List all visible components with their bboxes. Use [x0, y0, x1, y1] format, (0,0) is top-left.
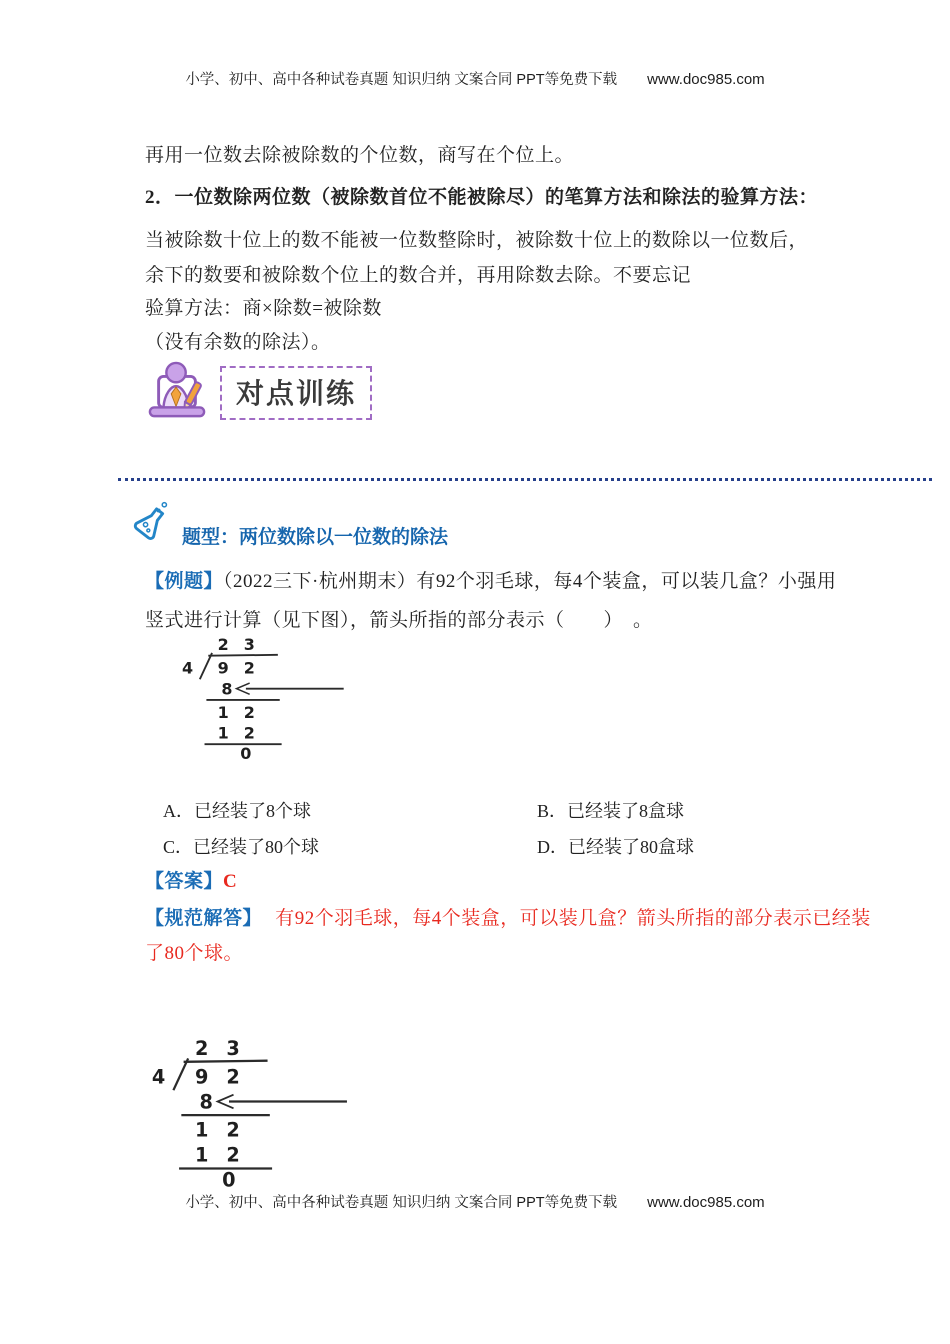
- note-para-2: 余下的数要和被除数个位上的数合并，再用除数去除。不要忘记: [145, 265, 692, 286]
- step1-value: 8: [221, 679, 238, 699]
- step2-value: 1 2: [194, 1118, 246, 1142]
- example-tag: 【例题】: [145, 571, 224, 592]
- section-title: 题型：两位数除以一位数的除法: [182, 527, 449, 548]
- step3-value: 1 2: [217, 723, 260, 743]
- footer-text: 小学、初中、高中各种试卷真题 知识归纳 文案合同 PPT等免费下载: [185, 1195, 618, 1211]
- flask-icon: [126, 498, 172, 551]
- dotted-separator: [118, 478, 932, 481]
- student-at-desk-icon: [146, 360, 208, 425]
- explanation-tag: 【规范解答】: [145, 908, 263, 929]
- option-c: C．已经装了80个球: [163, 837, 320, 857]
- note-line-1: 再用一位数去除被除数的个位数，商写在个位上。: [145, 145, 575, 166]
- answer-value: C: [223, 871, 238, 892]
- quotient-value: 2 3: [194, 1038, 246, 1061]
- dividend-value: 9 2: [217, 658, 260, 678]
- note-para-3: 验算方法：商×除数=被除数: [145, 298, 382, 319]
- step3-value: 1 2: [194, 1143, 246, 1167]
- long-division-figure-1: [166, 636, 354, 762]
- note-para-4: （没有余数的除法）。: [145, 332, 331, 353]
- page-footer: [0, 1191, 950, 1212]
- explanation-text-1: 有92个羽毛球，每4个装盒，可以装几盒？箭头所指的部分表示已经装: [275, 908, 871, 929]
- example-text-1: （2022三下·杭州期末）有92个羽毛球，每4个装盒，可以装几盒？小强用: [223, 571, 837, 592]
- remainder-value: 0: [240, 744, 257, 762]
- answer-tag: 【答案】: [145, 871, 224, 892]
- explanation-line-2: 了80个球。: [145, 943, 244, 964]
- divisor-value: 4: [151, 1065, 171, 1089]
- step2-value: 1 2: [217, 702, 260, 722]
- option-a: A．已经装了8个球: [163, 801, 311, 821]
- example-line-1: [145, 566, 836, 593]
- long-division-figure-2: [138, 1038, 354, 1190]
- remainder-value: 0: [222, 1168, 242, 1190]
- training-badge-box: [220, 366, 372, 420]
- note-heading-2: 2．一位数除两位数（被除数首位不能被除尽）的笔算方法和除法的验算方法：: [145, 187, 819, 208]
- explanation-line-1: [145, 903, 871, 930]
- answer-line: [145, 866, 237, 893]
- page-header: [0, 68, 950, 89]
- header-url: www.doc985.com: [647, 71, 765, 88]
- step1-value: 8: [199, 1090, 219, 1114]
- dividend-value: 9 2: [194, 1065, 246, 1089]
- example-line-2: 竖式进行计算（见下图），箭头所指的部分表示（ ） 。: [145, 610, 653, 631]
- footer-url: www.doc985.com: [647, 1194, 765, 1211]
- header-text: 小学、初中、高中各种试卷真题 知识归纳 文案合同 PPT等免费下载: [185, 72, 618, 88]
- quotient-value: 2 3: [217, 636, 260, 655]
- training-badge-label: 对点训练: [236, 377, 357, 409]
- divisor-value: 4: [181, 658, 198, 678]
- training-badge: [146, 360, 372, 425]
- section-header: [126, 498, 448, 551]
- note-para-1: 当被除数十位上的数不能被一位数整除时，被除数十位上的数除以一位数后，: [145, 230, 809, 251]
- option-b: B．已经装了8盒球: [537, 801, 685, 821]
- option-d: D．已经装了80盒球: [537, 837, 694, 857]
